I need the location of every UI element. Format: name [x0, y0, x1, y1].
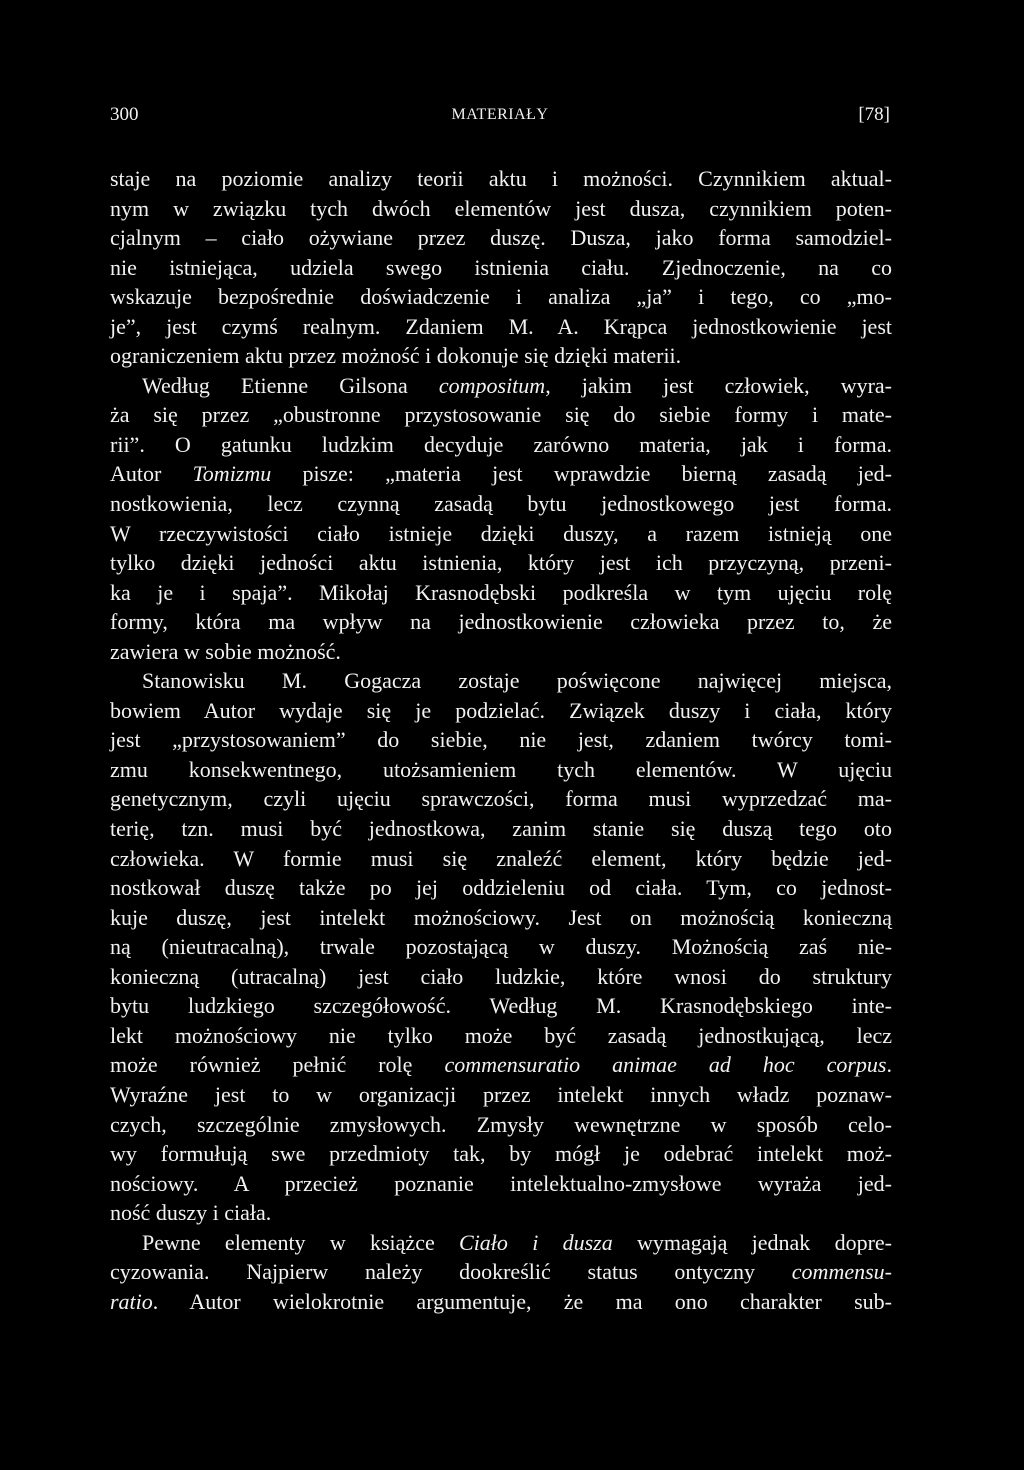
text-line: [110, 253, 892, 283]
text-segment: ka je i spaja”. Mikołaj Krasnodębski podkreśla w tym ujęciu rolę: [110, 579, 892, 605]
text-line: [110, 312, 892, 342]
text-segment: człowieka. W formie musi się znaleźć element, który będzie jed-: [110, 845, 892, 871]
text-segment: wymagają jednak dopre-: [612, 1229, 892, 1255]
text-segment: . Autor wielokrotnie argumentuje, że ma ono charakter sub-: [152, 1288, 892, 1314]
body-text: [110, 164, 892, 1316]
text-segment: kuje duszę, jest intelekt możnościowy. Jest on możnością konieczną: [110, 904, 892, 930]
text-segment: Według Etienne Gilsona: [142, 372, 439, 398]
text-segment: terię, tzn. musi być jednostkowa, zanim stanie się duszą tego oto: [110, 816, 892, 842]
text-segment: lekt możnościowy nie tylko może być zasadą jednostkującą, lecz: [110, 1022, 892, 1048]
running-header: [110, 100, 890, 130]
text-segment: nym w związku tych dwóch elementów jest dusza, czynnikiem poten-: [110, 195, 892, 221]
text-segment: pisze: „materia jest wprawdzie bierną zasadą jed-: [271, 461, 892, 487]
text-segment: rii”. O gatunku ludzkim decyduje zarówno materia, jak i forma.: [110, 431, 892, 457]
italic-text: ratio: [110, 1288, 153, 1314]
text-line: [110, 1139, 892, 1169]
text-line: [110, 282, 892, 312]
text-segment: W rzeczywistości ciało istnieje dzięki duszy, a razem istnieją one: [110, 520, 892, 546]
text-line: [110, 371, 892, 401]
text-segment: .: [886, 1052, 892, 1078]
text-segment: wy formułują swe przedmioty tak, by mógł je odebrać intelekt moż-: [110, 1141, 892, 1167]
section-title: MATERIAŁY: [451, 106, 549, 123]
text-segment: genetycznym, czyli ujęciu sprawczości, forma musi wyprzedzać ma-: [110, 786, 892, 812]
text-segment: zmu konsekwentnego, utożsamieniem tych elementów. W ujęciu: [110, 756, 892, 782]
italic-text: commensu-: [791, 1259, 892, 1285]
text-segment: bowiem Autor wydaje się je podzielać. Związek duszy i ciała, który: [110, 697, 892, 723]
text-segment: tylko dzięki jedności aktu istnienia, który jest ich przyczyną, przeni-: [110, 550, 892, 576]
text-segment: jest „przystosowaniem” do siebie, nie jest, zdaniem twórcy tomi-: [110, 727, 892, 753]
text-line: [110, 755, 892, 785]
text-segment: cjalnym – ciało ożywiane przez duszę. Dusza, jako forma samodziel-: [110, 225, 892, 251]
text-line: [110, 194, 892, 224]
text-line: [110, 607, 892, 637]
text-line: [110, 991, 892, 1021]
text-line: [110, 873, 892, 903]
text-segment: bytu ludzkiego szczegółowość. Według M. Krasnodębskiego inte-: [110, 993, 892, 1019]
text-segment: Autor: [110, 461, 193, 487]
text-line: [110, 1198, 892, 1228]
text-line: [110, 784, 892, 814]
text-line: [110, 519, 892, 549]
text-segment: , jakim jest człowiek, wyra-: [545, 372, 892, 398]
text-segment: zawiera w sobie możność.: [110, 638, 341, 664]
text-line: [110, 1257, 892, 1287]
italic-text: commensuratio animae ad hoc corpus: [444, 1052, 887, 1078]
text-segment: cyzowania. Najpierw należy dookreślić status ontyczny: [110, 1259, 792, 1285]
text-line: [110, 459, 892, 489]
text-segment: Stanowisku M. Gogacza zostaje poświęcone najwięcej miejsca,: [142, 668, 892, 694]
text-line: [110, 962, 892, 992]
text-line: [110, 400, 892, 430]
text-segment: staje na poziomie analizy teorii aktu i możności. Czynnikiem aktual-: [110, 166, 892, 191]
text-line: [110, 223, 892, 253]
text-line: [110, 696, 892, 726]
text-segment: nie istniejąca, udziela swego istnienia ciału. Zjednoczenie, na co: [110, 254, 892, 280]
text-segment: ność duszy i ciała.: [110, 1200, 272, 1226]
text-segment: konieczną (utracalną) jest ciało ludzkie, które wnosi do struktury: [110, 963, 892, 989]
text-line: [110, 932, 892, 962]
text-segment: Wyraźne jest to w organizacji przez intelekt innych władz poznaw-: [110, 1081, 892, 1107]
italic-text: Ciało i dusza: [459, 1229, 613, 1255]
text-line: [110, 578, 892, 608]
text-segment: może również pełnić rolę: [110, 1052, 445, 1078]
page-reference: [78]: [858, 104, 890, 125]
text-line: [110, 1080, 892, 1110]
text-line: [110, 1287, 892, 1317]
text-line: [110, 844, 892, 874]
text-segment: nostkował duszę także po jej oddzieleniu od ciała. Tym, co jednost-: [110, 875, 892, 901]
italic-text: compositum: [438, 372, 546, 398]
text-segment: je”, jest czymś realnym. Zdaniem M. A. Krąpca jednostkowienie jest: [110, 313, 892, 339]
text-line: [110, 1110, 892, 1140]
text-segment: czych, szczególnie zmysłowych. Zmysły wewnętrzne w sposób celo-: [110, 1111, 892, 1137]
text-segment: wskazuje bezpośrednie doświadczenie i analiza „ja” i tego, co „mo-: [110, 284, 892, 310]
text-segment: ną (nieutracalną), trwale pozostającą w duszy. Możnością zaś nie-: [110, 934, 892, 960]
text-line: [110, 489, 892, 519]
text-segment: nościowy. A przecież poznanie intelektualno-zmysłowe wyraża jed-: [110, 1170, 892, 1196]
text-line: [110, 1169, 892, 1199]
page-number: 300: [110, 104, 139, 125]
text-line: [110, 725, 892, 755]
text-line: [110, 1050, 892, 1080]
text-line: [110, 903, 892, 933]
text-line: [110, 637, 892, 667]
text-line: [110, 1228, 892, 1258]
text-line: [110, 341, 892, 371]
text-segment: ograniczeniem aktu przez możność i dokonuje się dzięki materii.: [110, 343, 682, 369]
text-segment: nostkowienia, lecz czynną zasadą bytu jednostkowego jest forma.: [110, 491, 892, 517]
text-segment: Pewne elementy w książce: [142, 1229, 460, 1255]
text-line: [110, 164, 892, 194]
text-line: [110, 548, 892, 578]
text-line: [110, 1021, 892, 1051]
text-segment: ża się przez „obustronne przystosowanie się do siebie formy i mate-: [110, 402, 892, 428]
text-segment: formy, która ma wpływ na jednostkowienie człowieka przez to, że: [110, 609, 892, 635]
text-line: [110, 666, 892, 696]
text-line: [110, 814, 892, 844]
italic-text: Tomizmu: [192, 461, 272, 487]
text-line: [110, 430, 892, 460]
